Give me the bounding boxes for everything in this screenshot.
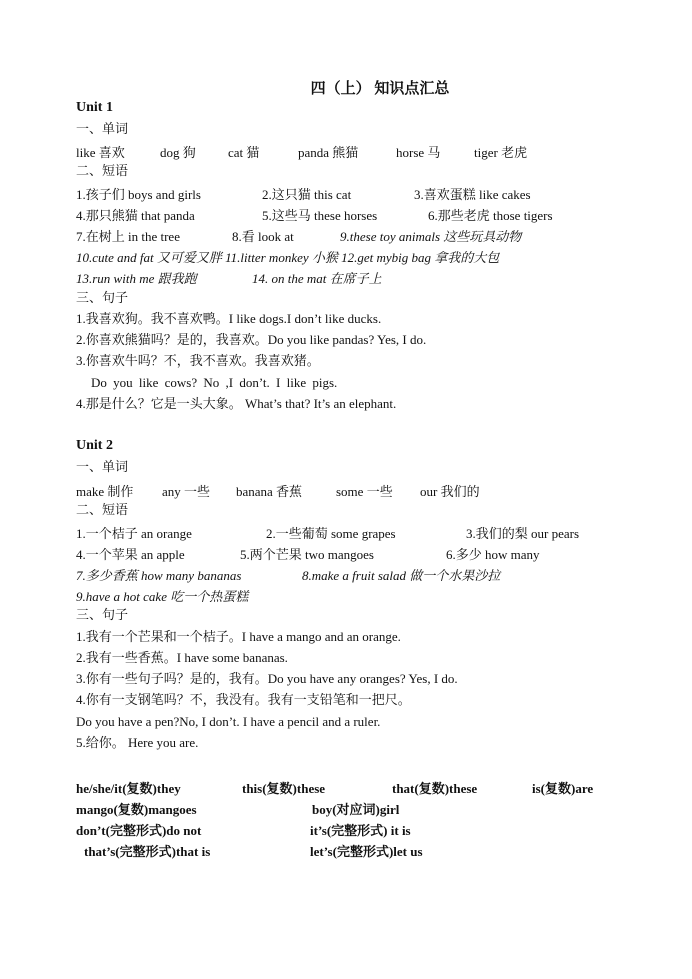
unit2-word: our 我们的	[420, 484, 480, 499]
unit2-words-heading: 一、单词	[76, 459, 129, 474]
unit1-phrases-heading: 二、短语	[76, 163, 129, 178]
unit2-heading: Unit 2	[76, 438, 113, 453]
grammar-item: don’t(完整形式)do not	[76, 823, 202, 838]
sentence: 1.我有一个芒果和一个桔子。I have a mango and an orange.	[76, 629, 401, 644]
phrase: 8.make a fruit salad 做一个水果沙拉	[302, 568, 501, 583]
unit2-phrase-row	[76, 523, 692, 541]
phrase: 3.我们的梨 our pears	[466, 526, 580, 541]
phrase: 14. on the mat 在席子上	[252, 271, 382, 286]
phrase: 9.these toy animals 这些玩具动物	[340, 229, 522, 244]
sentence: 1.我喜欢狗。我不喜欢鸭。I like dogs.I don’t like ducks.	[76, 311, 382, 326]
unit1-word: tiger 老虎	[474, 145, 528, 160]
phrase: 5.这些马 these horses	[262, 208, 378, 223]
grammar-item: mango(复数)mangoes	[76, 802, 197, 817]
unit1-word: dog 狗	[160, 145, 196, 160]
phrase: 8.看 look at	[232, 229, 294, 244]
phrase: 6.多少 how many	[446, 547, 540, 562]
sentence: Do you have a pen?No, I don’t. I have a pencil and a ruler.	[76, 714, 381, 729]
grammar-row	[76, 820, 692, 838]
grammar-item: boy(对应词)girl	[312, 802, 400, 817]
phrase: 9.have a hot cake 吃一个热蛋糕	[76, 589, 249, 604]
unit1-phrase-row	[76, 226, 692, 244]
grammar-item: he/she/it(复数)they	[76, 781, 181, 796]
unit2-word: make 制作	[76, 484, 134, 499]
sentence: 3.你有一些句子吗？是的，我有。Do you have any oranges? Yes, I do.	[76, 671, 458, 686]
phrase: 6.那些老虎 those tigers	[428, 208, 553, 223]
unit2-words-row	[76, 481, 692, 499]
unit2-word: banana 香蕉	[236, 484, 303, 499]
unit1-phrase-row	[76, 205, 692, 223]
sentence: 5.给你。 Here you are.	[76, 735, 199, 750]
grammar-item: is(复数)are	[532, 781, 594, 796]
unit1-words-row	[76, 142, 692, 160]
phrase: 7.多少香蕉 how many bananas	[76, 568, 242, 583]
grammar-item: that’s(完整形式)that is	[84, 844, 211, 859]
phrase: 5.两个芒果 two mangoes	[240, 547, 374, 562]
grammar-item: let’s(完整形式)let us	[310, 844, 423, 859]
grammar-row	[76, 778, 692, 796]
phrase: 3.喜欢蛋糕 like cakes	[414, 187, 531, 202]
phrase: 1.孩子们 boys and girls	[76, 187, 201, 202]
grammar-row	[76, 799, 692, 817]
sentence: Do you like cows? No ,I don’t. I like pigs.	[91, 375, 338, 390]
phrase: 7.在树上 in the tree	[76, 229, 180, 244]
unit1-phrase-row	[76, 247, 692, 265]
grammar-item: this(复数)these	[242, 781, 326, 796]
grammar-item: that(复数)these	[392, 781, 478, 796]
sentence: 2.我有一些香蕉。I have some bananas.	[76, 650, 288, 665]
phrase: 10.cute and fat 又可爱又胖 11.litter monkey 小猴 12.get mybig bag 拿我的大包	[76, 250, 500, 265]
unit1-phrase-row	[76, 184, 692, 202]
sentence: 4.那是什么？它是一头大象。 What’s that? It’s an elephant.	[76, 396, 397, 411]
unit1-word: panda 熊猫	[298, 145, 359, 160]
unit2-word: some 一些	[336, 484, 393, 499]
grammar-row	[76, 841, 692, 859]
sentence: 3.你喜欢牛吗？不，我不喜欢。我喜欢猪。	[76, 353, 320, 368]
unit1-word: like 喜欢	[76, 145, 125, 160]
unit2-sentences-heading: 三、句子	[76, 607, 129, 622]
unit2-phrase-row	[76, 544, 692, 562]
phrase: 2.一些葡萄 some grapes	[266, 526, 396, 541]
unit1-phrase-row	[76, 268, 692, 286]
phrase: 4.那只熊猫 that panda	[76, 208, 195, 223]
unit2-phrase-row	[76, 586, 692, 604]
phrase: 2.这只猫 this cat	[262, 187, 352, 202]
unit1-words-heading: 一、单词	[76, 121, 129, 136]
unit1-word: cat 猫	[228, 145, 260, 160]
unit1-heading: Unit 1	[76, 100, 113, 115]
page-title: 四（上） 知识点汇总	[310, 81, 450, 97]
unit2-phrases-heading: 二、短语	[76, 502, 129, 517]
unit2-phrase-row	[76, 565, 692, 583]
unit1-sentences-heading: 三、句子	[76, 290, 129, 305]
unit2-word: any 一些	[162, 484, 211, 499]
sentence: 4.你有一支钢笔吗？不，我没有。我有一支铅笔和一把尺。	[76, 692, 411, 707]
phrase: 1.一个桔子 an orange	[76, 526, 192, 541]
phrase: 13.run with me 跟我跑	[76, 271, 197, 286]
unit1-word: horse 马	[396, 145, 441, 160]
phrase: 4.一个苹果 an apple	[76, 547, 185, 562]
grammar-item: it’s(完整形式) it is	[310, 823, 411, 838]
sentence: 2.你喜欢熊猫吗？是的，我喜欢。Do you like pandas? Yes, I do.	[76, 332, 427, 347]
